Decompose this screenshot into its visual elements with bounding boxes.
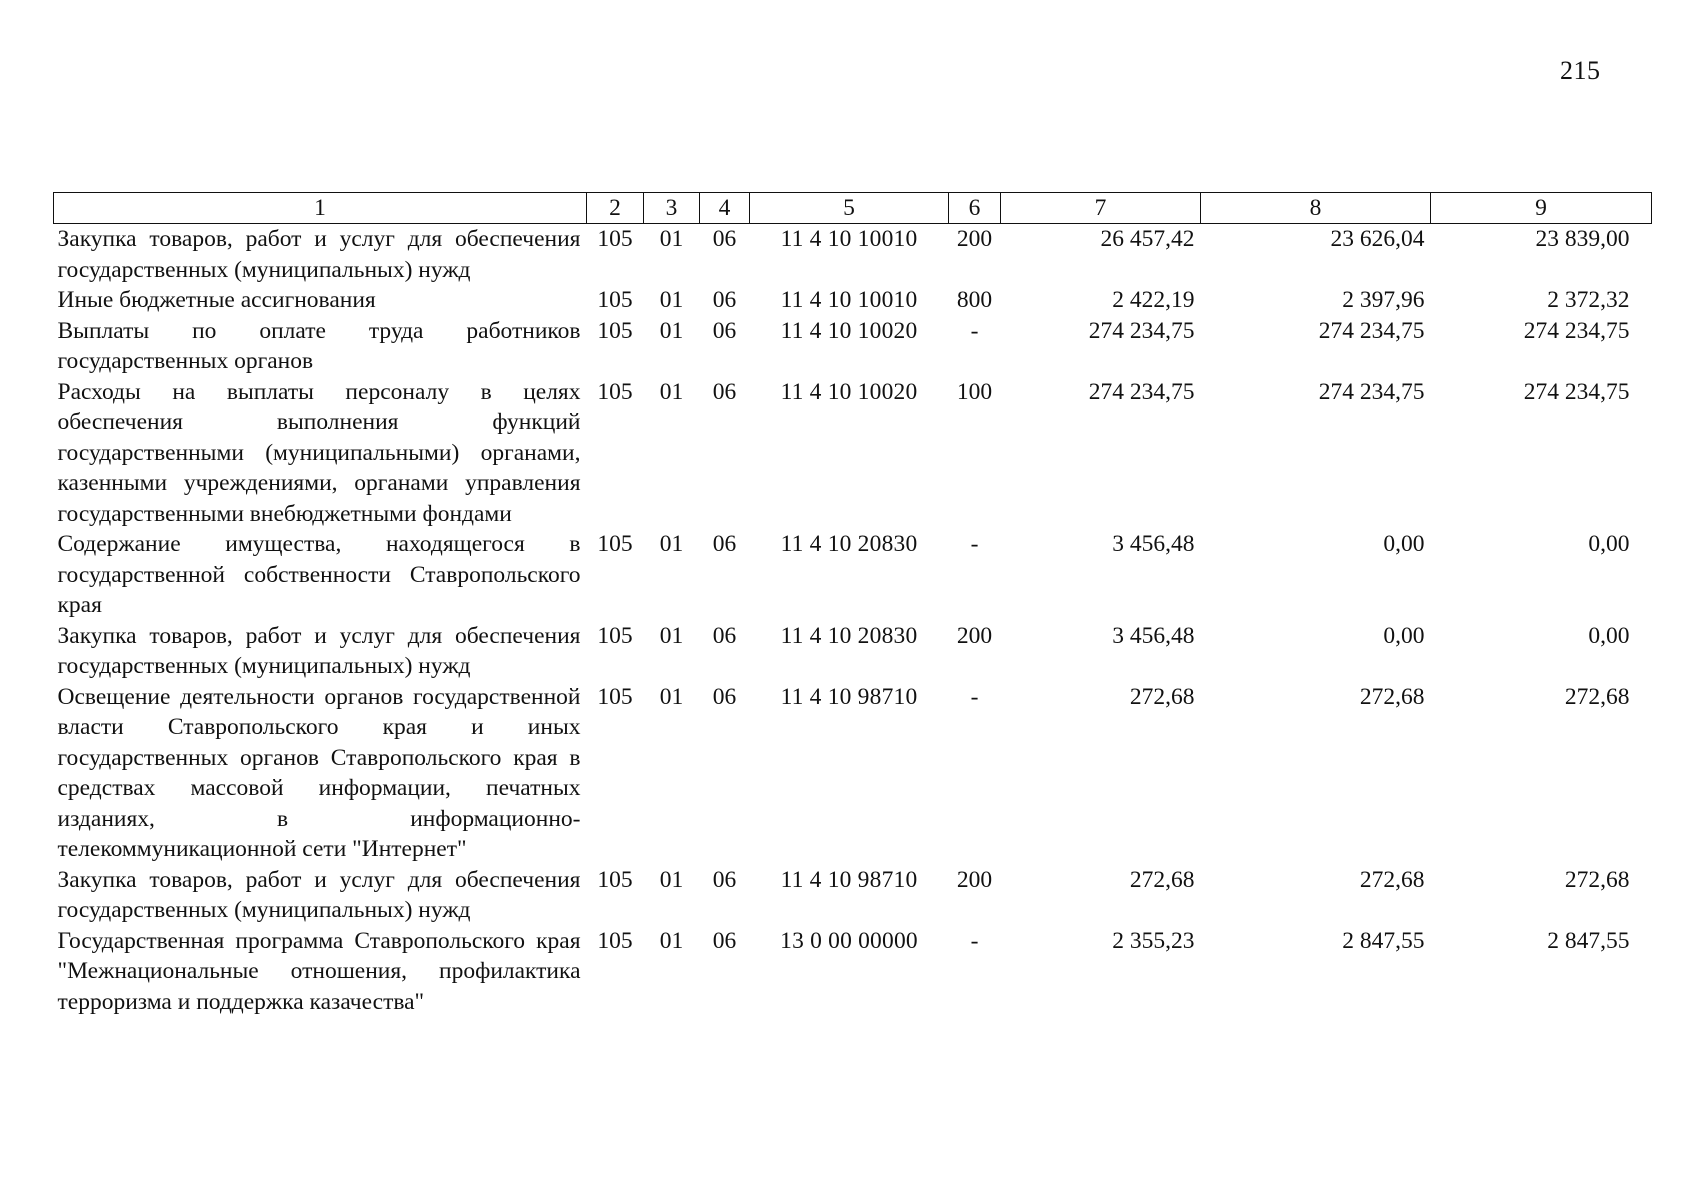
row-code-5: 11 4 10 10010 <box>780 226 918 252</box>
row-amount-8: 0,00 <box>1383 622 1425 649</box>
row-code-2: 105 <box>597 287 633 313</box>
row-code-2: 105 <box>597 683 633 710</box>
row-code-4: 06 <box>712 866 737 893</box>
row-code-3: 01 <box>659 683 684 710</box>
row-code-6: 800 <box>956 287 993 313</box>
row-code-4: 06 <box>712 226 737 252</box>
header-col-2: 2 <box>587 193 644 224</box>
table-row <box>54 529 1652 621</box>
row-amount-7: 274 234,75 <box>1088 378 1195 405</box>
row-code-4: 06 <box>712 683 737 710</box>
row-code-6: - <box>970 683 979 710</box>
row-name: Закупка товаров, работ и услуг для обеспечения государственных (муниципальных) нужд <box>57 622 581 679</box>
header-row <box>54 193 1652 224</box>
table-row <box>54 377 1652 530</box>
table-body <box>54 224 1652 1018</box>
header-col-8: 8 <box>1201 193 1431 224</box>
row-code-6: 100 <box>956 378 993 405</box>
row-code-5: 11 4 10 98710 <box>780 683 918 710</box>
row-name: Выплаты по оплате труда работников государственных органов <box>57 317 581 374</box>
row-code-5: 11 4 10 10020 <box>780 378 918 405</box>
row-amount-9: 274 234,75 <box>1523 378 1630 405</box>
row-amount-7: 3 456,48 <box>1112 531 1195 557</box>
row-amount-7: 272,68 <box>1129 683 1195 710</box>
table-row <box>54 926 1652 1018</box>
row-code-4: 06 <box>712 531 737 557</box>
row-amount-7: 2 355,23 <box>1112 927 1195 954</box>
row-amount-8: 23 626,04 <box>1330 226 1425 252</box>
header-col-3: 3 <box>644 193 700 224</box>
row-code-3: 01 <box>659 226 684 252</box>
row-code-3: 01 <box>659 378 684 405</box>
row-code-5: 11 4 10 10020 <box>780 317 918 344</box>
row-amount-8: 274 234,75 <box>1318 378 1425 405</box>
row-code-5: 11 4 10 20830 <box>780 622 918 649</box>
row-amount-7: 272,68 <box>1129 866 1195 893</box>
row-amount-8: 272,68 <box>1359 683 1425 710</box>
row-code-4: 06 <box>712 927 737 954</box>
row-amount-9: 23 839,00 <box>1535 226 1630 252</box>
row-name: Государственная программа Ставропольского края "Межнациональные отношения, профилактика терроризма и поддержка казачества" <box>57 927 581 1015</box>
table-header <box>54 193 1652 224</box>
header-col-5: 5 <box>750 193 949 224</box>
row-amount-9: 2 372,32 <box>1547 287 1630 313</box>
row-code-4: 06 <box>712 317 737 344</box>
row-code-5: 11 4 10 10010 <box>780 287 918 313</box>
row-amount-8: 272,68 <box>1359 866 1425 893</box>
header-col-1: 1 <box>54 193 587 224</box>
row-code-6: 200 <box>956 622 993 649</box>
row-code-3: 01 <box>659 866 684 893</box>
row-amount-9: 274 234,75 <box>1523 317 1630 344</box>
row-code-5: 11 4 10 20830 <box>780 531 918 557</box>
table-row <box>54 316 1652 377</box>
table-row <box>54 224 1652 286</box>
row-code-2: 105 <box>597 622 633 649</box>
row-name: Закупка товаров, работ и услуг для обеспечения государственных (муниципальных) нужд <box>57 866 581 923</box>
row-code-2: 105 <box>597 531 633 557</box>
row-code-2: 105 <box>597 866 633 893</box>
row-amount-7: 3 456,48 <box>1112 622 1195 649</box>
row-name: Закупка товаров, работ и услуг для обеспечения государственных (муниципальных) нужд <box>57 226 581 283</box>
row-code-3: 01 <box>659 287 684 313</box>
row-code-2: 105 <box>597 317 633 344</box>
row-code-3: 01 <box>659 927 684 954</box>
row-code-6: 200 <box>956 866 993 893</box>
row-code-3: 01 <box>659 531 684 557</box>
table-row <box>54 285 1652 316</box>
row-name: Расходы на выплаты персоналу в целях обеспечения выполнения функций государственными (муниципальными) органами, казенными учреждениями, органами управления государственными внебюджетными фондами <box>57 378 581 527</box>
row-code-6: - <box>970 531 979 557</box>
row-amount-9: 272,68 <box>1564 866 1630 893</box>
row-amount-8: 2 847,55 <box>1342 927 1425 954</box>
table-row <box>54 621 1652 682</box>
row-code-6: 200 <box>956 226 993 252</box>
row-name: Содержание имущества, находящегося в государственной собственности Ставропольского края <box>57 531 581 618</box>
row-amount-8: 274 234,75 <box>1318 317 1425 344</box>
row-amount-9: 272,68 <box>1564 683 1630 710</box>
row-code-5: 11 4 10 98710 <box>780 866 918 893</box>
row-amount-7: 2 422,19 <box>1112 287 1195 313</box>
row-code-4: 06 <box>712 378 737 405</box>
row-code-2: 105 <box>597 226 633 252</box>
row-name: Освещение деятельности органов государственной власти Ставропольского края и иных государственных органов Ставропольского края в средствах массовой информации, печатных изданиях, в информационно-телекоммуникационной сети "Интернет" <box>57 683 581 862</box>
row-code-2: 105 <box>597 378 633 405</box>
budget-table <box>53 192 1652 1017</box>
header-col-6: 6 <box>949 193 1001 224</box>
page-number: 215 <box>1560 56 1601 85</box>
row-code-4: 06 <box>712 622 737 649</box>
row-amount-9: 2 847,55 <box>1547 927 1630 954</box>
row-amount-7: 26 457,42 <box>1100 226 1195 252</box>
header-col-9: 9 <box>1431 193 1652 224</box>
row-amount-7: 274 234,75 <box>1088 317 1195 344</box>
row-amount-9: 0,00 <box>1588 622 1630 649</box>
table-row <box>54 865 1652 926</box>
header-col-4: 4 <box>700 193 750 224</box>
header-col-7: 7 <box>1001 193 1201 224</box>
row-code-5: 13 0 00 00000 <box>780 927 918 954</box>
row-code-2: 105 <box>597 927 633 954</box>
row-code-4: 06 <box>712 287 737 313</box>
row-amount-9: 0,00 <box>1588 531 1630 557</box>
row-name: Иные бюджетные ассигнования <box>57 287 376 313</box>
row-code-6: - <box>970 927 979 954</box>
row-amount-8: 2 397,96 <box>1342 287 1425 313</box>
table-row <box>54 682 1652 865</box>
row-code-3: 01 <box>659 317 684 344</box>
row-code-6: - <box>970 317 979 344</box>
row-amount-8: 0,00 <box>1383 531 1425 557</box>
row-code-3: 01 <box>659 622 684 649</box>
